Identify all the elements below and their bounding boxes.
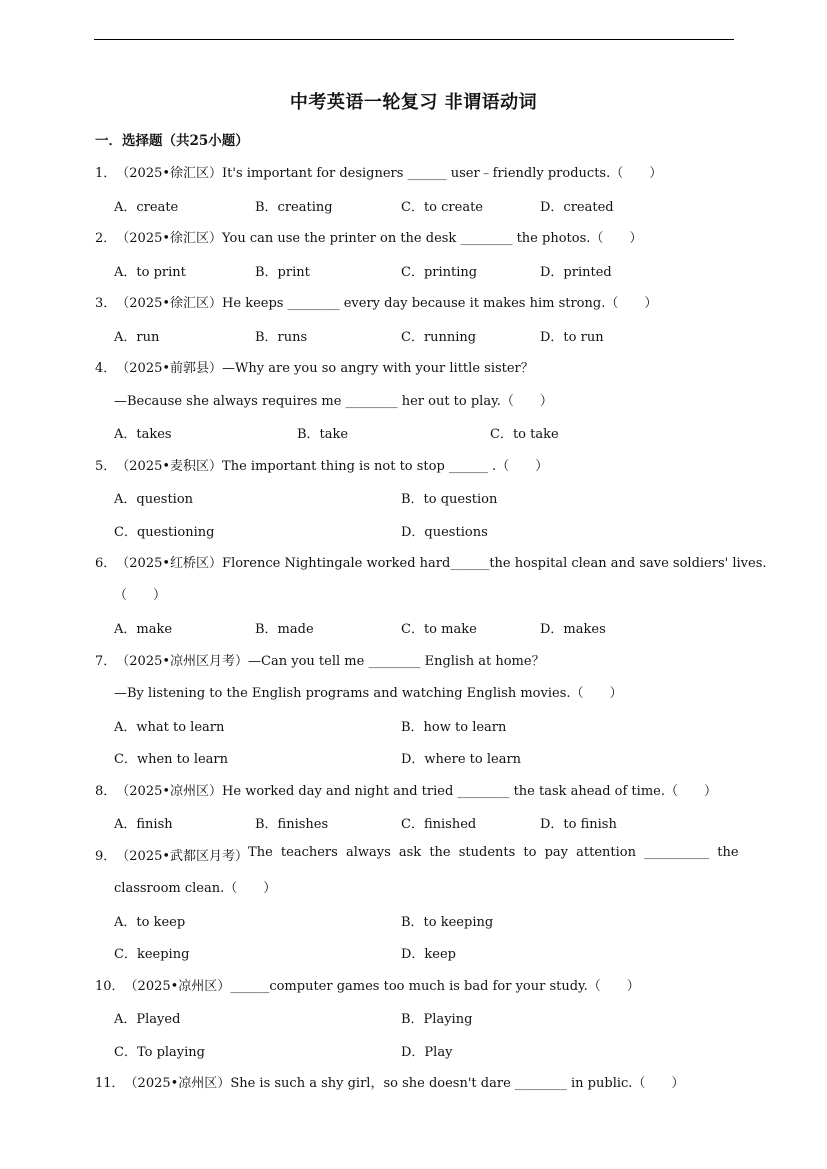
option-d[interactable]: D．created bbox=[540, 200, 614, 215]
question-stem: He keeps ________ every day because it makes him strong.（ ） bbox=[222, 296, 658, 311]
question-stem-continued: —Because she always requires me ________ her out to play.（ ） bbox=[114, 394, 553, 409]
question-number: 2． bbox=[95, 231, 117, 246]
question-stem-continued: classroom clean.（ ） bbox=[114, 881, 277, 896]
question-5 bbox=[95, 455, 548, 474]
question-stem: Florence Nightingale worked hard______the hospital clean and save soldiers' lives. bbox=[222, 556, 767, 571]
option-d[interactable]: D．to run bbox=[540, 330, 604, 345]
question-stem: The teachers always ask the students to pay attention __________ the bbox=[248, 845, 739, 860]
option-b[interactable]: B．Playing bbox=[401, 1012, 473, 1027]
option-d[interactable]: D．where to learn bbox=[401, 752, 522, 767]
option-d[interactable]: D．makes bbox=[540, 622, 606, 637]
option-c[interactable]: C．running bbox=[401, 330, 477, 345]
option-a[interactable]: A．create bbox=[114, 200, 179, 215]
option-b[interactable]: B．made bbox=[255, 622, 314, 637]
question-source: （2025•徐汇区） bbox=[116, 296, 223, 311]
question-stem: The important thing is not to stop ______ .（ ） bbox=[222, 459, 549, 474]
option-b[interactable]: B．how to learn bbox=[401, 720, 507, 735]
question-9 bbox=[95, 845, 739, 864]
question-number: 6． bbox=[95, 556, 117, 571]
option-b[interactable]: B．to keeping bbox=[401, 915, 494, 930]
question-number: 8． bbox=[95, 784, 117, 799]
option-d[interactable]: D．to finish bbox=[540, 817, 617, 832]
question-stem: You can use the printer on the desk ________ the photos.（ ） bbox=[222, 231, 643, 246]
option-a[interactable]: A．takes bbox=[114, 427, 172, 442]
question-stem: He worked day and night and tried ________ the task ahead of time.（ ） bbox=[222, 784, 717, 799]
question-2 bbox=[95, 227, 642, 246]
option-a[interactable]: A．what to learn bbox=[114, 720, 225, 735]
question-source: （2025•前郭县） bbox=[116, 361, 223, 376]
option-a[interactable]: A．run bbox=[114, 330, 160, 345]
option-b[interactable]: B．to question bbox=[401, 492, 498, 507]
question-stem: —Why are you so angry with your little sister？ bbox=[222, 361, 534, 376]
option-a[interactable]: A．Played bbox=[114, 1012, 181, 1027]
option-b[interactable]: B．creating bbox=[255, 200, 333, 215]
question-number: 10． bbox=[95, 979, 125, 994]
option-c[interactable]: C．questioning bbox=[114, 525, 215, 540]
question-10 bbox=[95, 975, 640, 994]
question-stem: ______computer games too much is bad for your study.（ ） bbox=[230, 979, 640, 994]
option-c[interactable]: C．when to learn bbox=[114, 752, 229, 767]
option-c[interactable]: C．to create bbox=[401, 200, 483, 215]
question-source: （2025•凉州区） bbox=[124, 979, 231, 994]
option-c[interactable]: C．To playing bbox=[114, 1045, 205, 1060]
question-stem: —Can you tell me ________ English at home？ bbox=[248, 654, 545, 669]
option-d[interactable]: D．questions bbox=[401, 525, 488, 540]
question-number: 4． bbox=[95, 361, 117, 376]
option-c[interactable]: C．printing bbox=[401, 265, 478, 280]
option-c[interactable]: C．to make bbox=[401, 622, 477, 637]
option-d[interactable]: D．Play bbox=[401, 1045, 453, 1060]
option-a[interactable]: A．to print bbox=[114, 265, 186, 280]
option-b[interactable]: B．take bbox=[297, 427, 349, 442]
question-7 bbox=[95, 650, 545, 669]
header-rule bbox=[94, 39, 734, 40]
question-number: 9． bbox=[95, 849, 117, 864]
question-header bbox=[95, 845, 248, 864]
question-number: 7． bbox=[95, 654, 117, 669]
question-3 bbox=[95, 292, 657, 311]
question-stem: It's important for designers ______ user﹣friendly products.（ ） bbox=[222, 166, 663, 181]
question-source: （2025•凉州区） bbox=[116, 784, 223, 799]
question-source: （2025•凉州区月考） bbox=[116, 654, 249, 669]
option-a[interactable]: A．to keep bbox=[114, 915, 186, 930]
question-number: 1． bbox=[95, 166, 117, 181]
option-b[interactable]: B．runs bbox=[255, 330, 308, 345]
question-source: （2025•凉州区） bbox=[124, 1076, 231, 1091]
question-4 bbox=[95, 357, 534, 376]
question-source: （2025•红桥区） bbox=[116, 556, 223, 571]
option-a[interactable]: A．question bbox=[114, 492, 194, 507]
option-a[interactable]: A．finish bbox=[114, 817, 173, 832]
option-c[interactable]: C．to take bbox=[490, 427, 559, 442]
question-number: 11． bbox=[95, 1076, 125, 1091]
option-b[interactable]: B．print bbox=[255, 265, 310, 280]
option-c[interactable]: C．finished bbox=[401, 817, 477, 832]
option-d[interactable]: D．keep bbox=[401, 947, 457, 962]
question-1 bbox=[95, 162, 662, 181]
question-8 bbox=[95, 780, 717, 799]
question-11 bbox=[95, 1072, 684, 1091]
question-number: 3． bbox=[95, 296, 117, 311]
option-b[interactable]: B．finishes bbox=[255, 817, 329, 832]
question-number: 5． bbox=[95, 459, 117, 474]
question-stem-continued: （ ） bbox=[114, 588, 167, 603]
option-a[interactable]: A．make bbox=[114, 622, 173, 637]
option-c[interactable]: C．keeping bbox=[114, 947, 190, 962]
page-title: 中考英语一轮复习 非谓语动词 bbox=[289, 92, 538, 113]
section-heading: 一．选择题（共25小题） bbox=[95, 133, 249, 149]
option-d[interactable]: D．printed bbox=[540, 265, 612, 280]
question-stem-continued: —By listening to the English programs and watching English movies.（ ） bbox=[114, 686, 623, 701]
question-source: （2025•武都区月考） bbox=[116, 849, 249, 864]
question-6 bbox=[95, 552, 767, 571]
question-source: （2025•麦积区） bbox=[116, 459, 223, 474]
question-source: （2025•徐汇区） bbox=[116, 231, 223, 246]
question-source: （2025•徐汇区） bbox=[116, 166, 223, 181]
question-stem: She is such a shy girl，so she doesn't dare ________ in public.（ ） bbox=[230, 1076, 685, 1091]
